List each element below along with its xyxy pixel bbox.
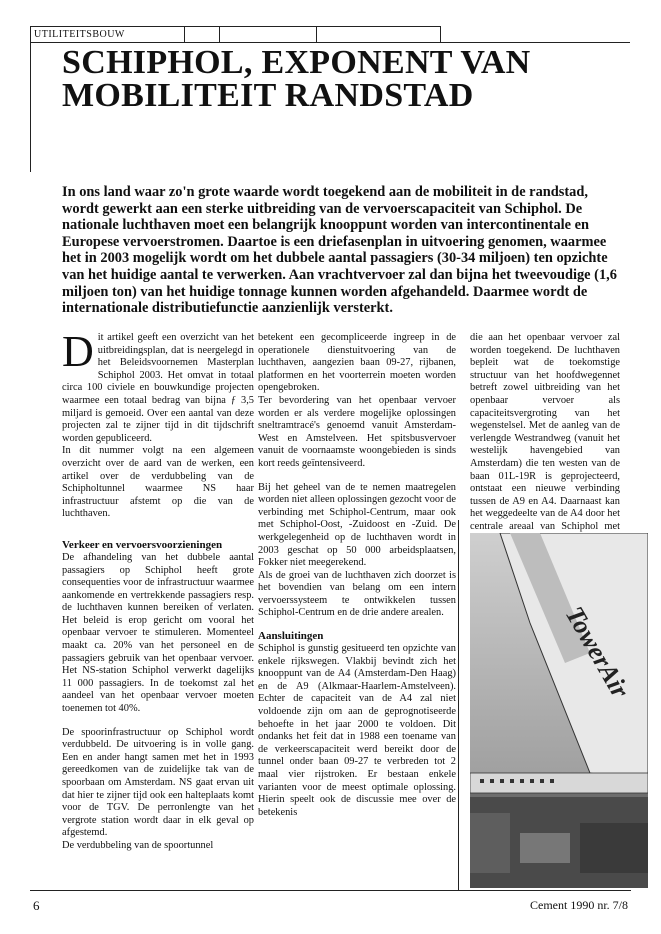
lead-paragraph: In ons land waar zo'n grote waarde wordt toegekend aan de mobiliteit in de randstad, wordt gewerkt aan een sterke uitbreiding van de vervoerscapaciteit van Schiphol. De nationale luchthaven moet een belangrijk knooppunt worden van intercontinentale en Europese vervoerstromen. Daartoe is een driefasenplan in uitvoering genomen, waarmee het in 2003 mogelijk wordt om het dubbele aantal passagiers (30-34 miljoen) ten opzichte van het huidige aantal te verwerken. Aan vrachtvervoer zal dan bijna het tweevoudige (1,6 miljoen ton) van het huidige tonnage kunnen worden afgehandeld. Daarmee wordt de internationale distributiefunctie aanzienlijk versterkt. [62, 184, 617, 317]
page-number: 6 [33, 898, 40, 913]
footer-rule [30, 890, 631, 891]
paragraph: De verdubbeling van de spoortunnel [62, 839, 214, 851]
subheading: Aansluitingen [258, 630, 324, 643]
paragraph: Schiphol is gunstig gesitueerd ten opzichte van enkele rijkswegen. Vlakbij bevindt zich het knooppunt van de A4 (Amsterdam-Den Haag) en de A9 (Alkmaar-Haarlem-Amstelveen). Echter de capaciteit van de A4 zal niet voldoende zijn om aan de geprognotiseerde behoefte in het jaar 2000 te voldoen. Dit ondanks het feit dat in 1988 een toename van de verkeerscapaciteit werd bereikt door de tunnel onder baan 09-27 te verbreden tot 2 maal vier rijstroken. Er bestaan enkele varianten voor de meest optimale oplossing. Hierin speelt ook de discussie mee over de betekenis [258, 643, 456, 818]
left-rule [30, 42, 31, 172]
airplane-photo [470, 533, 648, 888]
paragraph-text: it artikel geeft een overzicht van het uitbreidingsplan, dat is neergelegd in het Beleidsvoornemen Masterplan Schiphol 2003. Het omvat in totaal circa 100 civiele en bouwkundige projecten waarmee een totaal bedrag van bijna ƒ 3,5 miljard is gemoeid. Over een aantal van deze projecten zal te zijner tijd in dit tijdschrift worden gepubliceerd. [62, 332, 254, 444]
paragraph: die aan het openbaar vervoer zal worden toegekend. De luchthaven bepleit wat de toekomstige structuur van het hoofdwegennet betreft zowel uitbreiding van het openbaar vervoer als capaciteitsvergroting van het wegenstelsel. Met de aanleg van de verlengde Westrandweg (vanuit het westelijk havengebied van Amsterdam) die ten westen van de baan 01L-19R is geprojecteerd, ontstaat een nieuwe verbinding tussen de A9 en A4. Daarnaast kan het weggedeelte van de A4 door het centrale areaal van Schiphol met [470, 332, 620, 532]
paragraph: betekent een gecompliceerde ingreep in de operationele dienstuitvoering van de luchthaven, aangezien baan 09-27, rijbanen, platformen en het voorterrein moeten worden opengebroken. [258, 332, 456, 394]
tail-logo-text: TowerAir [559, 601, 636, 703]
section-label: UTILITEITSBOUW [31, 27, 185, 42]
paragraph: De afhandeling van het dubbele aantal passagiers op Schiphol heeft grote consequenties voor de infrastructuur waarmee aankomende en vertrekkende passagiers resp. de luchthaven kunnen bereiken of verlaten. Het beleid is erop gericht om vooral het openbaar vervoer te stimuleren. Momenteel maakt ca. 20% van het personeel en de passagiers gebruik van het openbaar vervoer. Het NS-station Schiphol verwerkt dagelijks 11 000 passagiers. In de toekomst zal het aandeel van het openbaar vervoer moeten toenemen tot 40%. [62, 551, 254, 715]
paragraph: Ter bevordering van het openbaar vervoer worden er als verdere mogelijke oplossingen sneltramtracé's genoemd vanuit Amsterdam-West en Amstelveen. Het spitsbusvervoer vanuit de voornaamste woongebieden is sinds kort reeds geïntensiveerd. [258, 394, 456, 469]
paragraph: De spoorinfrastructuur op Schiphol wordt verdubbeld. De uitvoering is in volle gang. Een en ander hangt samen met het in 1993 gereedkomen van de zuidelijke tak van de spoorbaan om Amsterdam. NS gaat ervan uit dat hier te zijner tijd ook een halteplaats komt voor de TGV. De perronlengte van het vergrote station wordt daar in elk geval op afgestemd. [62, 726, 254, 839]
paragraph: In dit nummer volgt na een algemeen overzicht over de aard van de werken, een artikel over de verdubbeling van de Schipholtunnel waarmee NS haar infrastructuur afstemt op die van de luchthaven. [62, 445, 254, 520]
header-cell [317, 27, 440, 42]
journal-reference: Cement 1990 nr. 7/8 [530, 898, 628, 912]
article-title [62, 46, 622, 112]
subheading: Verkeer en vervoersvoorzieningen [62, 538, 223, 551]
paragraph: Bij het geheel van de te nemen maatregelen worden niet alleen oplossingen gezocht voor de verbinding met Schiphol-Centrum, maar ook met Schiphol-Oost, -Zuidoost en -Zuid. De werkgelegenheid op de luchthaven wordt in 2003 geschat op 50 000 arbeidsplaatsen, Fokker niet meegerekend. [258, 481, 456, 569]
section-header-bar [30, 26, 441, 43]
header-cell [185, 27, 220, 42]
photo-frame-rule [458, 520, 459, 890]
header-cell [220, 27, 317, 42]
column-2 [258, 332, 456, 819]
paragraph: Als de groei van de luchthaven zich doorzet is het bovendien van belang om een intern vervoerssysteem te ontwikkelen tussen Schiphol-Centrum en de drie andere arealen. [258, 569, 456, 619]
column-3 [470, 332, 620, 559]
column-1 [62, 327, 254, 853]
title-line-1: SCHIPHOL, EXPONENT VAN [62, 44, 531, 81]
airplane-image [470, 533, 648, 888]
drop-cap: D [62, 327, 94, 376]
title-line-2: MOBILITEIT RANDSTAD [62, 77, 474, 114]
header-rule [30, 42, 630, 43]
intro-paragraph [62, 327, 254, 445]
